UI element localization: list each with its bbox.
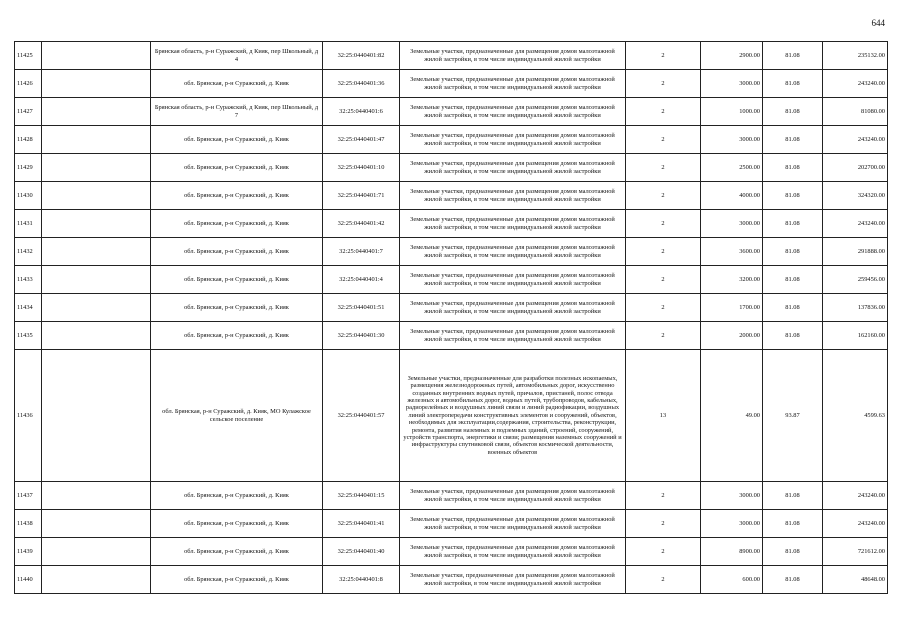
cadastral-number-cell: 32:25:0440401:42 (323, 210, 400, 238)
cadastral-value-cell: 721612.00 (823, 538, 888, 566)
land-use-cell: Земельные участки, предназначенные для разработки полезных ископаемых, размещения железнодорожных путей, автомобильных дорог, искусственно созданных внутренних водных путей, причалов, пристаней, полос отвода железных и автомобильных дорог, водных путей, трубопроводов, кабельных, радиорелейных и воздушных линий связи и линий радиофикации, воздушных линий электропередачи конструктивных элементов и сооружений, объектов, необходимых для эксплуатации,содержания, строительства, реконструкции, ремонта, развития наземных и подземных зданий, строений, сооружений, устройств транспорта, энергетики и связи; размещения наземных сооружений и инфраструктуры спутниковой связи, объектов космической деятельности, военных объектов (400, 350, 626, 482)
cadastral-number-cell: 32:25:0440401:71 (323, 182, 400, 210)
table-row (15, 154, 888, 182)
cadastral-value-cell: 235132.00 (823, 42, 888, 70)
cadastral-number-cell: 32:25:0440401:30 (323, 322, 400, 350)
specific-value-cell: 81.08 (763, 266, 823, 294)
address-cell: обл. Брянская, р-н Суражский, д. Кияк (151, 294, 323, 322)
table-row (15, 238, 888, 266)
cadastral-value-table (14, 41, 888, 594)
row-number-cell: 11433 (15, 266, 42, 294)
cadastral-value-cell: 243240.00 (823, 510, 888, 538)
land-use-cell: Земельные участки, предназначенные для размещения домов малоэтажной жилой застройки, в том числе индивидуальной жилой застройки (400, 482, 626, 510)
empty-cell (42, 538, 151, 566)
area-cell: 3200.00 (701, 266, 763, 294)
address-cell: обл. Брянская, р-н Суражский, д. Кияк (151, 266, 323, 294)
row-number-cell: 11434 (15, 294, 42, 322)
area-cell: 2000.00 (701, 322, 763, 350)
category-code-cell: 2 (626, 538, 701, 566)
cadastral-value-cell: 162160.00 (823, 322, 888, 350)
table-row (15, 98, 888, 126)
category-code-cell: 2 (626, 42, 701, 70)
table-row (15, 350, 888, 482)
empty-cell (42, 510, 151, 538)
cadastral-value-cell: 202700.00 (823, 154, 888, 182)
cadastral-value-cell: 48648.00 (823, 566, 888, 594)
category-code-cell: 2 (626, 126, 701, 154)
row-number-cell: 11437 (15, 482, 42, 510)
land-use-cell: Земельные участки, предназначенные для размещения домов малоэтажной жилой застройки, в том числе индивидуальной жилой застройки (400, 182, 626, 210)
specific-value-cell: 81.08 (763, 126, 823, 154)
empty-cell (42, 70, 151, 98)
area-cell: 8900.00 (701, 538, 763, 566)
category-code-cell: 2 (626, 294, 701, 322)
area-cell: 600.00 (701, 566, 763, 594)
address-cell: обл. Брянская, р-н Суражский, д. Кияк (151, 482, 323, 510)
cadastral-number-cell: 32:25:0440401:8 (323, 566, 400, 594)
table-row (15, 266, 888, 294)
empty-cell (42, 294, 151, 322)
land-use-cell: Земельные участки, предназначенные для размещения домов малоэтажной жилой застройки, в том числе индивидуальной жилой застройки (400, 126, 626, 154)
category-code-cell: 2 (626, 482, 701, 510)
empty-cell (42, 182, 151, 210)
specific-value-cell: 81.08 (763, 98, 823, 126)
row-number-cell: 11436 (15, 350, 42, 482)
table-row (15, 510, 888, 538)
row-number-cell: 11425 (15, 42, 42, 70)
table-row (15, 482, 888, 510)
address-cell: обл. Брянская, р-н Суражский, д. Кияк (151, 238, 323, 266)
cadastral-number-cell: 32:25:0440401:7 (323, 238, 400, 266)
area-cell: 1000.00 (701, 98, 763, 126)
area-cell: 3000.00 (701, 70, 763, 98)
row-number-cell: 11426 (15, 70, 42, 98)
category-code-cell: 2 (626, 70, 701, 98)
category-code-cell: 2 (626, 510, 701, 538)
area-cell: 3000.00 (701, 126, 763, 154)
cadastral-value-cell: 243240.00 (823, 482, 888, 510)
cadastral-number-cell: 32:25:0440401:41 (323, 510, 400, 538)
table-body (15, 42, 888, 594)
row-number-cell: 11438 (15, 510, 42, 538)
empty-cell (42, 126, 151, 154)
land-use-cell: Земельные участки, предназначенные для размещения домов малоэтажной жилой застройки, в том числе индивидуальной жилой застройки (400, 538, 626, 566)
specific-value-cell: 81.08 (763, 238, 823, 266)
specific-value-cell: 81.08 (763, 538, 823, 566)
row-number-cell: 11430 (15, 182, 42, 210)
table-row (15, 322, 888, 350)
category-code-cell: 2 (626, 266, 701, 294)
table-row (15, 294, 888, 322)
land-use-cell: Земельные участки, предназначенные для размещения домов малоэтажной жилой застройки, в том числе индивидуальной жилой застройки (400, 294, 626, 322)
table-row (15, 210, 888, 238)
cadastral-number-cell: 32:25:0440401:51 (323, 294, 400, 322)
row-number-cell: 11440 (15, 566, 42, 594)
area-cell: 1700.00 (701, 294, 763, 322)
category-code-cell: 2 (626, 566, 701, 594)
specific-value-cell: 81.08 (763, 210, 823, 238)
empty-cell (42, 266, 151, 294)
table-row (15, 182, 888, 210)
land-use-cell: Земельные участки, предназначенные для размещения домов малоэтажной жилой застройки, в том числе индивидуальной жилой застройки (400, 510, 626, 538)
empty-cell (42, 566, 151, 594)
specific-value-cell: 81.08 (763, 510, 823, 538)
area-cell: 49.00 (701, 350, 763, 482)
cadastral-value-cell: 137836.00 (823, 294, 888, 322)
row-number-cell: 11429 (15, 154, 42, 182)
empty-cell (42, 42, 151, 70)
row-number-cell: 11431 (15, 210, 42, 238)
cadastral-number-cell: 32:25:0440401:6 (323, 98, 400, 126)
specific-value-cell: 81.08 (763, 294, 823, 322)
cadastral-number-cell: 32:25:0440401:82 (323, 42, 400, 70)
specific-value-cell: 81.08 (763, 482, 823, 510)
cadastral-number-cell: 32:25:0440401:57 (323, 350, 400, 482)
land-use-cell: Земельные участки, предназначенные для размещения домов малоэтажной жилой застройки, в том числе индивидуальной жилой застройки (400, 238, 626, 266)
cadastral-value-cell: 243240.00 (823, 210, 888, 238)
specific-value-cell: 93.87 (763, 350, 823, 482)
land-use-cell: Земельные участки, предназначенные для размещения домов малоэтажной жилой застройки, в том числе индивидуальной жилой застройки (400, 42, 626, 70)
address-cell: обл. Брянская, р-н Суражский, д. Кияк (151, 182, 323, 210)
address-cell: обл. Брянская, р-н Суражский, д. Кияк (151, 154, 323, 182)
category-code-cell: 13 (626, 350, 701, 482)
cadastral-value-cell: 259456.00 (823, 266, 888, 294)
cadastral-value-cell: 4599.63 (823, 350, 888, 482)
specific-value-cell: 81.08 (763, 154, 823, 182)
cadastral-number-cell: 32:25:0440401:36 (323, 70, 400, 98)
table-row (15, 42, 888, 70)
area-cell: 2500.00 (701, 154, 763, 182)
area-cell: 4000.00 (701, 182, 763, 210)
category-code-cell: 2 (626, 238, 701, 266)
empty-cell (42, 238, 151, 266)
address-cell: обл. Брянская, р-н Суражский, д. Кияк (151, 126, 323, 154)
area-cell: 3000.00 (701, 510, 763, 538)
empty-cell (42, 154, 151, 182)
land-use-cell: Земельные участки, предназначенные для размещения домов малоэтажной жилой застройки, в том числе индивидуальной жилой застройки (400, 98, 626, 126)
row-number-cell: 11439 (15, 538, 42, 566)
cadastral-value-cell: 243240.00 (823, 126, 888, 154)
address-cell: обл. Брянская, р-н Суражский, д. Кияк (151, 566, 323, 594)
category-code-cell: 2 (626, 182, 701, 210)
cadastral-value-cell: 324320.00 (823, 182, 888, 210)
specific-value-cell: 81.08 (763, 322, 823, 350)
address-cell: обл. Брянская, р-н Суражский, д. Кияк, МО Кулажское сельское поселение (151, 350, 323, 482)
land-use-cell: Земельные участки, предназначенные для размещения домов малоэтажной жилой застройки, в том числе индивидуальной жилой застройки (400, 154, 626, 182)
category-code-cell: 2 (626, 322, 701, 350)
address-cell: Брянская область, р-н Суражский, д Кияк, пер Школьный, д 4 (151, 42, 323, 70)
address-cell: обл. Брянская, р-н Суражский, д. Кияк (151, 510, 323, 538)
row-number-cell: 11428 (15, 126, 42, 154)
address-cell: Брянская область, р-н Суражский, д Кияк, пер Школьный, д 7 (151, 98, 323, 126)
area-cell: 3600.00 (701, 238, 763, 266)
table-row (15, 70, 888, 98)
area-cell: 2900.00 (701, 42, 763, 70)
cadastral-number-cell: 32:25:0440401:10 (323, 154, 400, 182)
empty-cell (42, 350, 151, 482)
address-cell: обл. Брянская, р-н Суражский, д. Кияк (151, 70, 323, 98)
empty-cell (42, 482, 151, 510)
cadastral-number-cell: 32:25:0440401:47 (323, 126, 400, 154)
land-use-cell: Земельные участки, предназначенные для размещения домов малоэтажной жилой застройки, в том числе индивидуальной жилой застройки (400, 322, 626, 350)
specific-value-cell: 81.08 (763, 182, 823, 210)
address-cell: обл. Брянская, р-н Суражский, д. Кияк (151, 210, 323, 238)
specific-value-cell: 81.08 (763, 70, 823, 98)
row-number-cell: 11427 (15, 98, 42, 126)
cadastral-number-cell: 32:25:0440401:4 (323, 266, 400, 294)
cadastral-value-cell: 81080.00 (823, 98, 888, 126)
area-cell: 3000.00 (701, 482, 763, 510)
empty-cell (42, 98, 151, 126)
table-row (15, 126, 888, 154)
specific-value-cell: 81.08 (763, 566, 823, 594)
category-code-cell: 2 (626, 98, 701, 126)
specific-value-cell: 81.08 (763, 42, 823, 70)
area-cell: 3000.00 (701, 210, 763, 238)
cadastral-number-cell: 32:25:0440401:15 (323, 482, 400, 510)
cadastral-number-cell: 32:25:0440401:40 (323, 538, 400, 566)
land-use-cell: Земельные участки, предназначенные для размещения домов малоэтажной жилой застройки, в том числе индивидуальной жилой застройки (400, 70, 626, 98)
empty-cell (42, 210, 151, 238)
row-number-cell: 11435 (15, 322, 42, 350)
table-row (15, 566, 888, 594)
category-code-cell: 2 (626, 154, 701, 182)
table-row (15, 538, 888, 566)
land-use-cell: Земельные участки, предназначенные для размещения домов малоэтажной жилой застройки, в том числе индивидуальной жилой застройки (400, 566, 626, 594)
empty-cell (42, 322, 151, 350)
cadastral-value-cell: 243240.00 (823, 70, 888, 98)
row-number-cell: 11432 (15, 238, 42, 266)
address-cell: обл. Брянская, р-н Суражский, д. Кияк (151, 322, 323, 350)
land-use-cell: Земельные участки, предназначенные для размещения домов малоэтажной жилой застройки, в том числе индивидуальной жилой застройки (400, 266, 626, 294)
category-code-cell: 2 (626, 210, 701, 238)
land-use-cell: Земельные участки, предназначенные для размещения домов малоэтажной жилой застройки, в том числе индивидуальной жилой застройки (400, 210, 626, 238)
page-number: 644 (871, 18, 885, 28)
address-cell: обл. Брянская, р-н Суражский, д. Кияк (151, 538, 323, 566)
cadastral-value-cell: 291888.00 (823, 238, 888, 266)
